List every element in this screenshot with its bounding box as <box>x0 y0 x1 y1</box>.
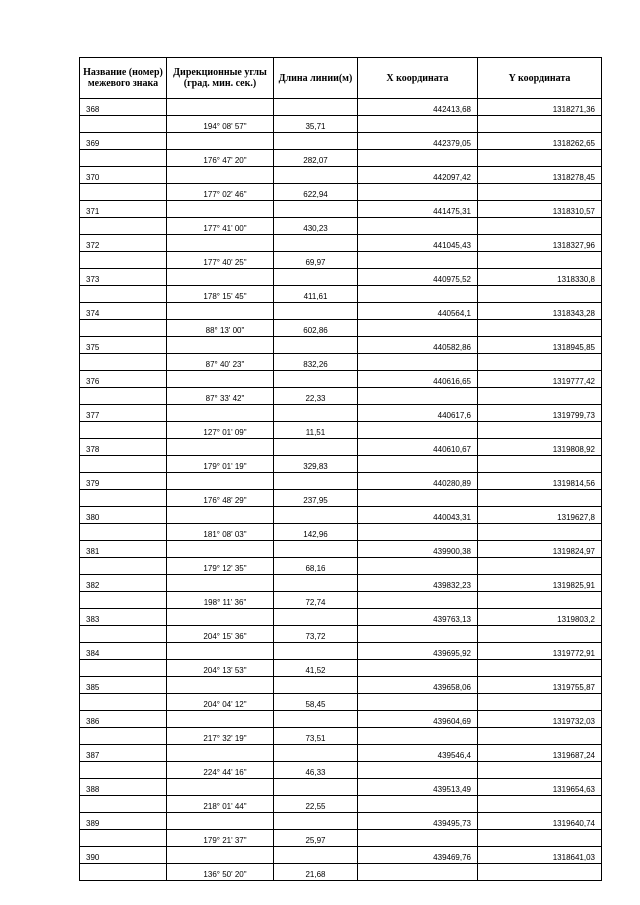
empty-cell <box>274 405 358 422</box>
table-row-point <box>80 201 602 218</box>
empty-cell <box>358 184 478 201</box>
x-coordinate: 439658,06 <box>358 677 478 694</box>
empty-cell <box>80 218 167 235</box>
x-coordinate: 440616,65 <box>358 371 478 388</box>
empty-cell <box>80 184 167 201</box>
table-row-line <box>80 524 602 541</box>
line-length: 22,33 <box>274 388 358 405</box>
empty-cell <box>478 694 602 711</box>
empty-cell <box>167 643 274 660</box>
direction-angle: 176° 47' 20" <box>167 150 274 167</box>
x-coordinate: 440043,31 <box>358 507 478 524</box>
empty-cell <box>274 269 358 286</box>
point-name: 383 <box>80 609 167 626</box>
x-coordinate: 439832,23 <box>358 575 478 592</box>
empty-cell <box>167 677 274 694</box>
empty-cell <box>274 847 358 864</box>
y-coordinate: 1318343,28 <box>478 303 602 320</box>
empty-cell <box>274 813 358 830</box>
table-row-point <box>80 235 602 252</box>
empty-cell <box>358 252 478 269</box>
table-row-point <box>80 677 602 694</box>
line-length: 41,52 <box>274 660 358 677</box>
empty-cell <box>274 745 358 762</box>
x-coordinate: 439763,13 <box>358 609 478 626</box>
line-length: 237,95 <box>274 490 358 507</box>
empty-cell <box>167 609 274 626</box>
table-row-line <box>80 830 602 847</box>
x-coordinate: 439604,69 <box>358 711 478 728</box>
line-length: 282,07 <box>274 150 358 167</box>
point-name: 378 <box>80 439 167 456</box>
empty-cell <box>358 728 478 745</box>
table-row-point <box>80 541 602 558</box>
empty-cell <box>167 473 274 490</box>
empty-cell <box>478 830 602 847</box>
table-row-line <box>80 728 602 745</box>
direction-angle: 204° 15' 36" <box>167 626 274 643</box>
empty-cell <box>478 286 602 303</box>
table-row-line <box>80 626 602 643</box>
x-coordinate: 439546,4 <box>358 745 478 762</box>
direction-angle: 178° 15' 45" <box>167 286 274 303</box>
table-row-point <box>80 405 602 422</box>
y-coordinate: 1319825,91 <box>478 575 602 592</box>
empty-cell <box>80 864 167 881</box>
empty-cell <box>274 133 358 150</box>
point-name: 388 <box>80 779 167 796</box>
table-row-point <box>80 99 602 116</box>
empty-cell <box>80 422 167 439</box>
table-row-point <box>80 337 602 354</box>
table-row-line <box>80 660 602 677</box>
empty-cell <box>274 507 358 524</box>
x-coordinate: 440280,89 <box>358 473 478 490</box>
table-row-line <box>80 252 602 269</box>
empty-cell <box>274 337 358 354</box>
direction-angle: 181° 08' 03" <box>167 524 274 541</box>
empty-cell <box>80 830 167 847</box>
boundary-coordinates-table <box>79 57 602 881</box>
y-coordinate: 1318330,8 <box>478 269 602 286</box>
table-row-point <box>80 745 602 762</box>
line-length: 430,23 <box>274 218 358 235</box>
direction-angle: 87° 33' 42" <box>167 388 274 405</box>
empty-cell <box>478 184 602 201</box>
table-row-point <box>80 507 602 524</box>
x-coordinate: 442379,05 <box>358 133 478 150</box>
table-row-line <box>80 558 602 575</box>
empty-cell <box>478 796 602 813</box>
empty-cell <box>274 643 358 660</box>
x-coordinate: 440610,67 <box>358 439 478 456</box>
table-row-line <box>80 320 602 337</box>
point-name: 373 <box>80 269 167 286</box>
point-name: 386 <box>80 711 167 728</box>
direction-angle: 224° 44' 16" <box>167 762 274 779</box>
empty-cell <box>274 609 358 626</box>
empty-cell <box>358 456 478 473</box>
empty-cell <box>80 252 167 269</box>
direction-angle: 176° 48' 29" <box>167 490 274 507</box>
empty-cell <box>167 847 274 864</box>
line-length: 73,72 <box>274 626 358 643</box>
point-name: 384 <box>80 643 167 660</box>
y-coordinate: 1319772,91 <box>478 643 602 660</box>
empty-cell <box>167 371 274 388</box>
empty-cell <box>358 422 478 439</box>
line-length: 11,51 <box>274 422 358 439</box>
table-row-point <box>80 711 602 728</box>
empty-cell <box>80 558 167 575</box>
empty-cell <box>80 490 167 507</box>
empty-cell <box>274 575 358 592</box>
empty-cell <box>358 218 478 235</box>
direction-angle: 218° 01' 44" <box>167 796 274 813</box>
empty-cell <box>358 388 478 405</box>
table-row-line <box>80 388 602 405</box>
line-length: 832,26 <box>274 354 358 371</box>
direction-angle: 217° 32' 19" <box>167 728 274 745</box>
point-name: 374 <box>80 303 167 320</box>
point-name: 380 <box>80 507 167 524</box>
point-name: 368 <box>80 99 167 116</box>
y-coordinate: 1318262,65 <box>478 133 602 150</box>
point-name: 371 <box>80 201 167 218</box>
empty-cell <box>167 337 274 354</box>
table-row-point <box>80 269 602 286</box>
empty-cell <box>478 456 602 473</box>
line-length: 46,33 <box>274 762 358 779</box>
line-length: 21,68 <box>274 864 358 881</box>
empty-cell <box>80 796 167 813</box>
header-point-name: Название (номер) межевого знака <box>80 58 167 99</box>
line-length: 69,97 <box>274 252 358 269</box>
empty-cell <box>167 779 274 796</box>
empty-cell <box>274 371 358 388</box>
empty-cell <box>358 558 478 575</box>
table-row-line <box>80 354 602 371</box>
empty-cell <box>80 456 167 473</box>
empty-cell <box>80 694 167 711</box>
line-length: 68,16 <box>274 558 358 575</box>
table-row-line <box>80 184 602 201</box>
empty-cell <box>478 558 602 575</box>
empty-cell <box>478 626 602 643</box>
empty-cell <box>358 150 478 167</box>
empty-cell <box>274 99 358 116</box>
direction-angle: 194° 08' 57" <box>167 116 274 133</box>
header-line-length: Длина линии(м) <box>274 58 358 99</box>
table-row-point <box>80 167 602 184</box>
empty-cell <box>358 286 478 303</box>
x-coordinate: 441475,31 <box>358 201 478 218</box>
x-coordinate: 439495,73 <box>358 813 478 830</box>
empty-cell <box>80 592 167 609</box>
empty-cell <box>274 473 358 490</box>
x-coordinate: 440617,6 <box>358 405 478 422</box>
direction-angle: 198° 11' 36" <box>167 592 274 609</box>
table-row-line <box>80 490 602 507</box>
header-direction-angle: Дирекционные углы (град. мин. сек.) <box>167 58 274 99</box>
empty-cell <box>478 218 602 235</box>
empty-cell <box>478 490 602 507</box>
empty-cell <box>478 116 602 133</box>
y-coordinate: 1319808,92 <box>478 439 602 456</box>
table-row-line <box>80 864 602 881</box>
line-length: 73,51 <box>274 728 358 745</box>
direction-angle: 204° 04' 12" <box>167 694 274 711</box>
empty-cell <box>80 728 167 745</box>
table-row-line <box>80 286 602 303</box>
y-coordinate: 1318310,57 <box>478 201 602 218</box>
table-row-point <box>80 575 602 592</box>
empty-cell <box>274 439 358 456</box>
table-row-line <box>80 456 602 473</box>
y-coordinate: 1319777,42 <box>478 371 602 388</box>
header-x-coordinate: X координата <box>358 58 478 99</box>
empty-cell <box>80 150 167 167</box>
table-row-point <box>80 133 602 150</box>
line-length: 25,97 <box>274 830 358 847</box>
table-body <box>80 99 602 881</box>
x-coordinate: 440582,86 <box>358 337 478 354</box>
empty-cell <box>80 524 167 541</box>
point-name: 370 <box>80 167 167 184</box>
table-row-point <box>80 609 602 626</box>
x-coordinate: 439695,92 <box>358 643 478 660</box>
table-row-point <box>80 473 602 490</box>
table-row-point <box>80 779 602 796</box>
table-row-point <box>80 303 602 320</box>
empty-cell <box>478 728 602 745</box>
direction-angle: 204° 13' 53" <box>167 660 274 677</box>
x-coordinate: 440975,52 <box>358 269 478 286</box>
x-coordinate: 442413,68 <box>358 99 478 116</box>
y-coordinate: 1319803,2 <box>478 609 602 626</box>
empty-cell <box>478 320 602 337</box>
y-coordinate: 1319755,87 <box>478 677 602 694</box>
x-coordinate: 442097,42 <box>358 167 478 184</box>
empty-cell <box>478 592 602 609</box>
empty-cell <box>167 575 274 592</box>
empty-cell <box>358 592 478 609</box>
empty-cell <box>80 354 167 371</box>
point-name: 389 <box>80 813 167 830</box>
empty-cell <box>167 99 274 116</box>
point-name: 375 <box>80 337 167 354</box>
point-name: 382 <box>80 575 167 592</box>
empty-cell <box>478 422 602 439</box>
y-coordinate: 1318641,03 <box>478 847 602 864</box>
table-row-line <box>80 592 602 609</box>
empty-cell <box>358 694 478 711</box>
empty-cell <box>167 507 274 524</box>
empty-cell <box>80 762 167 779</box>
header-y-coordinate: Y координата <box>478 58 602 99</box>
empty-cell <box>358 524 478 541</box>
empty-cell <box>167 745 274 762</box>
empty-cell <box>478 762 602 779</box>
table-row-point <box>80 643 602 660</box>
empty-cell <box>80 626 167 643</box>
direction-angle: 88° 13' 00" <box>167 320 274 337</box>
line-length: 411,61 <box>274 286 358 303</box>
empty-cell <box>478 252 602 269</box>
point-name: 372 <box>80 235 167 252</box>
empty-cell <box>358 354 478 371</box>
empty-cell <box>274 711 358 728</box>
empty-cell <box>167 813 274 830</box>
empty-cell <box>274 303 358 320</box>
y-coordinate: 1319732,03 <box>478 711 602 728</box>
line-length: 622,94 <box>274 184 358 201</box>
line-length: 142,96 <box>274 524 358 541</box>
line-length: 35,71 <box>274 116 358 133</box>
empty-cell <box>478 150 602 167</box>
empty-cell <box>478 354 602 371</box>
direction-angle: 179° 01' 19" <box>167 456 274 473</box>
empty-cell <box>80 320 167 337</box>
empty-cell <box>478 524 602 541</box>
empty-cell <box>167 711 274 728</box>
point-name: 376 <box>80 371 167 388</box>
point-name: 369 <box>80 133 167 150</box>
empty-cell <box>274 677 358 694</box>
empty-cell <box>167 201 274 218</box>
empty-cell <box>167 167 274 184</box>
y-coordinate: 1318327,96 <box>478 235 602 252</box>
empty-cell <box>167 303 274 320</box>
empty-cell <box>274 541 358 558</box>
line-length: 329,83 <box>274 456 358 473</box>
point-name: 387 <box>80 745 167 762</box>
empty-cell <box>478 660 602 677</box>
point-name: 390 <box>80 847 167 864</box>
empty-cell <box>167 269 274 286</box>
direction-angle: 179° 21' 37" <box>167 830 274 847</box>
line-length: 22,55 <box>274 796 358 813</box>
empty-cell <box>358 762 478 779</box>
line-length: 72,74 <box>274 592 358 609</box>
direction-angle: 179° 12' 35" <box>167 558 274 575</box>
line-length: 602,86 <box>274 320 358 337</box>
y-coordinate: 1319687,24 <box>478 745 602 762</box>
empty-cell <box>80 116 167 133</box>
point-name: 385 <box>80 677 167 694</box>
table-row-point <box>80 439 602 456</box>
direction-angle: 177° 40' 25" <box>167 252 274 269</box>
y-coordinate: 1319799,73 <box>478 405 602 422</box>
empty-cell <box>358 864 478 881</box>
empty-cell <box>478 864 602 881</box>
direction-angle: 177° 41' 00" <box>167 218 274 235</box>
empty-cell <box>167 235 274 252</box>
direction-angle: 87° 40' 23" <box>167 354 274 371</box>
point-name: 381 <box>80 541 167 558</box>
point-name: 377 <box>80 405 167 422</box>
table-row-line <box>80 116 602 133</box>
empty-cell <box>274 201 358 218</box>
table-row-line <box>80 422 602 439</box>
y-coordinate: 1318278,45 <box>478 167 602 184</box>
y-coordinate: 1319627,8 <box>478 507 602 524</box>
x-coordinate: 440564,1 <box>358 303 478 320</box>
direction-angle: 136° 50' 20" <box>167 864 274 881</box>
empty-cell <box>358 830 478 847</box>
empty-cell <box>478 388 602 405</box>
y-coordinate: 1319824,97 <box>478 541 602 558</box>
table-row-line <box>80 796 602 813</box>
table-row-line <box>80 762 602 779</box>
point-name: 379 <box>80 473 167 490</box>
empty-cell <box>358 626 478 643</box>
table-row-point <box>80 847 602 864</box>
table-row-line <box>80 150 602 167</box>
empty-cell <box>80 388 167 405</box>
empty-cell <box>80 660 167 677</box>
table-row-point <box>80 371 602 388</box>
y-coordinate: 1319814,56 <box>478 473 602 490</box>
empty-cell <box>80 286 167 303</box>
empty-cell <box>274 167 358 184</box>
table-row-line <box>80 218 602 235</box>
empty-cell <box>358 796 478 813</box>
direction-angle: 177° 02' 46" <box>167 184 274 201</box>
empty-cell <box>274 235 358 252</box>
y-coordinate: 1319654,63 <box>478 779 602 796</box>
table-row-line <box>80 694 602 711</box>
empty-cell <box>358 490 478 507</box>
x-coordinate: 439469,76 <box>358 847 478 864</box>
line-length: 58,45 <box>274 694 358 711</box>
empty-cell <box>358 320 478 337</box>
y-coordinate: 1318945,85 <box>478 337 602 354</box>
empty-cell <box>167 133 274 150</box>
x-coordinate: 439513,49 <box>358 779 478 796</box>
empty-cell <box>358 660 478 677</box>
empty-cell <box>167 541 274 558</box>
direction-angle: 127° 01' 09" <box>167 422 274 439</box>
y-coordinate: 1318271,36 <box>478 99 602 116</box>
table-row-point <box>80 813 602 830</box>
empty-cell <box>358 116 478 133</box>
y-coordinate: 1319640,74 <box>478 813 602 830</box>
x-coordinate: 441045,43 <box>358 235 478 252</box>
empty-cell <box>167 439 274 456</box>
x-coordinate: 439900,38 <box>358 541 478 558</box>
table-header-row <box>80 58 602 99</box>
empty-cell <box>167 405 274 422</box>
empty-cell <box>274 779 358 796</box>
